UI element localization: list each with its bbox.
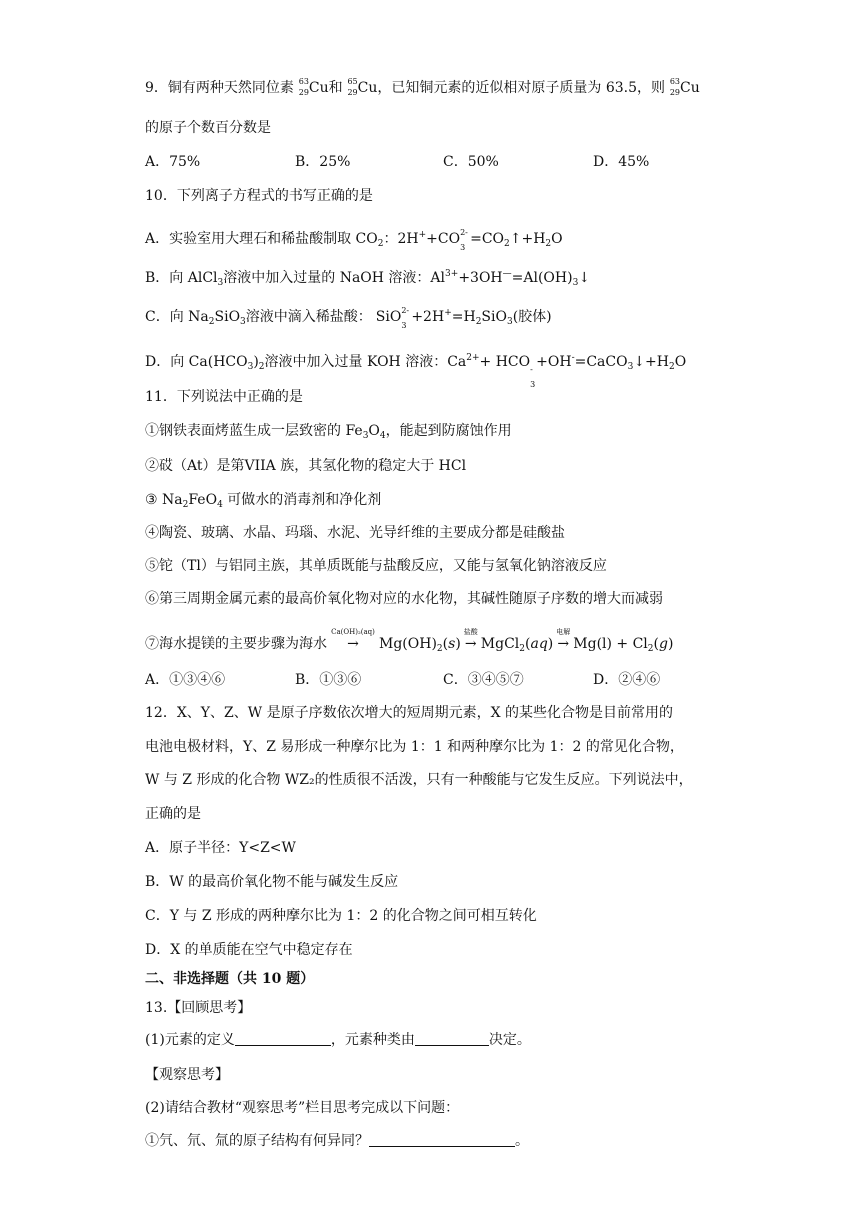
isotope-63cu: 63 29 bbox=[298, 77, 309, 97]
q9-option-c[interactable]: C．50% bbox=[443, 154, 499, 170]
q12-stem-line2: 电池电极材料，Y、Z 易形成一种摩尔比为 1：1 和两种摩尔比为 1：2 的常见化合物， bbox=[145, 739, 684, 755]
q12-option-a[interactable]: A．原子半径：Y<Z<W bbox=[145, 840, 296, 856]
q9-option-a[interactable]: A．75% bbox=[145, 154, 201, 170]
q11-statement-4: ④陶瓷、玻璃、水晶、玛瑙、水泥、光导纤维的主要成分都是硅酸盐 bbox=[145, 525, 565, 541]
q11-statement-3: ③ $Na_2FeO_4$ 可做水的消毒剂和净化剂 bbox=[145, 492, 382, 510]
q13-heading: 13.【回顾思考】 bbox=[145, 1000, 252, 1016]
isotope-65cu: 65 29 bbox=[347, 77, 358, 97]
q13-part1: (1)元素的定义 ，元素种类由 决定。 bbox=[145, 1032, 531, 1048]
q9-stem-line2: 的原子个数百分数是 bbox=[145, 120, 271, 136]
q12-option-b[interactable]: B．W 的最高价氧化物不能与碱发生反应 bbox=[145, 874, 399, 890]
blank-element-definition[interactable] bbox=[235, 1031, 331, 1046]
q10-option-c[interactable]: C．向 $Na_2SiO_3$溶液中滴入稀盐酸： SiO 2- 3 $+2H^+=H_2SiO_3$(胶体) bbox=[145, 306, 552, 330]
q10-option-d[interactable]: D．向 $Ca(HCO_3)_2$溶液中加入过量 KOH 溶液：$Ca^{2+}+$ HCO - 3 $+OH^-=CaCO_3↓+H_2O$ bbox=[145, 353, 687, 389]
q9-option-b[interactable]: B．25% bbox=[295, 154, 351, 170]
q11-option-b[interactable]: B．①③⑥ bbox=[295, 672, 362, 688]
isotope-63cu-b: 63 29 bbox=[669, 77, 681, 97]
section-heading-nonchoice: 二、非选择题（共 10 题） bbox=[145, 971, 315, 987]
q11-option-c[interactable]: C．③④⑤⑦ bbox=[443, 672, 524, 688]
q10-option-a[interactable]: A．实验室用大理石和稀盐酸制取 $CO_2$：2H++CO 2- 3 $=CO_2↑+H_2O$ bbox=[145, 228, 563, 252]
q11-option-d[interactable]: D．②④⑥ bbox=[593, 672, 661, 688]
q11-statement-5: ⑤铊（Tl）与铝同主族，其单质既能与盐酸反应，又能与氢氧化钠溶液反应 bbox=[145, 558, 607, 574]
q9-stem-line1: 9．铜有两种天然同位素 63 29 Cu和 65 29 Cu，已知铜元素的近似相对原子质量为 63.5，则 63 29 Cu bbox=[145, 77, 700, 97]
q10-option-b[interactable]: B．向 AlCl$_3$溶液中加入过量的 NaOH 溶液：$Al^{3+}+3OH^—=Al(OH)_3↓$ bbox=[145, 269, 591, 288]
blank-isotope-structure[interactable] bbox=[369, 1132, 515, 1147]
arrow-caoh2: Ca(OH)₂(aq) → bbox=[331, 628, 375, 652]
q10-stem: 10．下列离子方程式的书写正确的是 bbox=[145, 188, 373, 204]
q13-part2-q1: ①氕、氘、氚的原子结构有何异同？ 。 bbox=[145, 1133, 529, 1149]
arrow-hcl: 盐酸 → bbox=[463, 628, 478, 652]
q9-option-d[interactable]: D．45% bbox=[593, 154, 650, 170]
q11-statement-2: ②砹（At）是第VIIA 族，其氢化物的稳定大于 HCl bbox=[145, 458, 467, 474]
arrow-electrolysis: 电解 → bbox=[556, 628, 571, 652]
q11-statement-6: ⑥第三周期金属元素的最高价氧化物对应的水化物，其碱性随原子序数的增大而减弱 bbox=[145, 591, 663, 607]
q11-statement-1: ①钢铁表面烤蓝生成一层致密的 $Fe_3O_4$，能起到防腐蚀作用 bbox=[145, 423, 512, 441]
q12-stem-line1: 12．X、Y、Z、W 是原子序数依次增大的短周期元素，X 的某些化合物是目前常用的 bbox=[145, 705, 674, 721]
q13-part2: (2)请结合教材“观察思考”栏目思考完成以下问题： bbox=[145, 1100, 460, 1116]
q12-stem-line4: 正确的是 bbox=[145, 806, 201, 822]
q13-observe-heading: 【观察思考】 bbox=[145, 1067, 229, 1083]
q11-statement-7: ⑦海水提镁的主要步骤为海水 Ca(OH)₂(aq) → $Mg(OH)_2(s)$ 盐酸 → MgCl$_2$(aq) 电解 → $Mg(l) + Cl_2(g)$ bbox=[145, 628, 674, 654]
q11-stem: 11．下列说法中正确的是 bbox=[145, 389, 303, 405]
q12-option-c[interactable]: C．Y 与 Z 形成的两种摩尔比为 1：2 的化合物之间可相互转化 bbox=[145, 908, 537, 924]
q12-option-d[interactable]: D．X 的单质能在空气中稳定存在 bbox=[145, 942, 353, 958]
blank-element-type[interactable] bbox=[415, 1031, 489, 1046]
q9-stem-text: 9．铜有两种天然同位素 bbox=[145, 80, 294, 96]
q12-stem-line3: W 与 Z 形成的化合物 WZ₂的性质很不活泼，只有一种酸能与它发生反应。下列说法中， bbox=[145, 772, 693, 788]
q11-option-a[interactable]: A．①③④⑥ bbox=[145, 672, 226, 688]
